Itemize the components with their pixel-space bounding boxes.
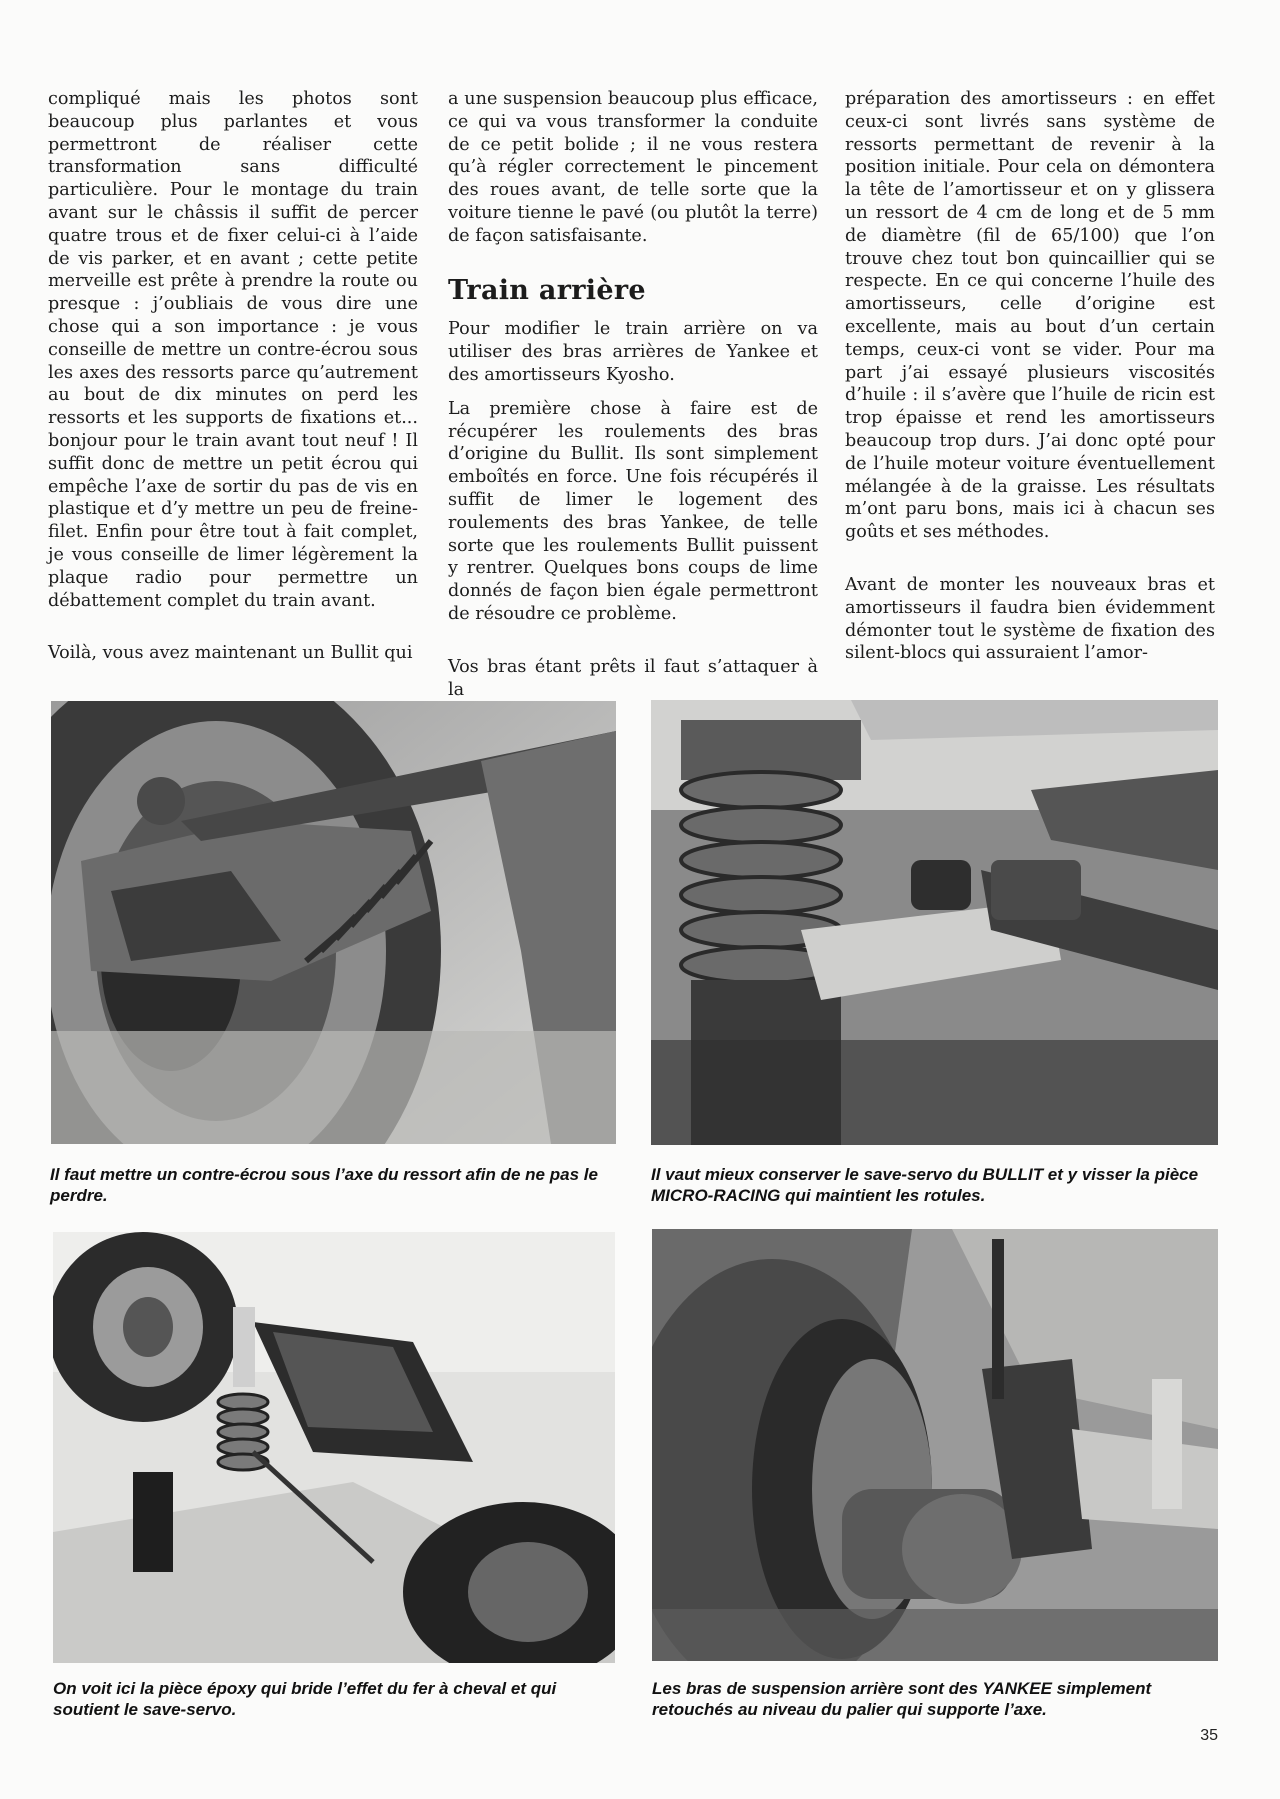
photo-save-servo: [651, 700, 1218, 1145]
paragraph: préparation des amortisseurs : en effet ceux-ci sont livrés sans système de ressorts permettant de revenir à la position initiale. Pour cela on démontera la tête de l’amortisseur et on y glissera un ressort de 4 cm de long et de 5 mm de diamètre (fil de 65/100) que l’on trouve chez tout bon quincaillier qui se respecte. En ce qui concerne l’huile des amortisseurs, celle d’origine est excellente, mais au bout d’un certain temps, ceux-ci vont se vider. Pour ma part j’ai essayé plusieurs viscosités d’huile : il s’avère que l’huile de ricin est trop épaisse et rend les amortisseurs beaucoup trop durs. J’ai donc opté pour de l’huile moteur voiture éventuellement mélangée à de la graisse. Les résultats m’ont paru bons, mais ici à chacun ses goûts et ses méthodes.: [845, 89, 1215, 543]
text-column-3: [845, 88, 1215, 676]
photo-front-hub-spring: [51, 701, 616, 1144]
paragraph: compliqué mais les photos sont beaucoup plus parlantes et vous permettront de réaliser cette transformation sans difficulté particulière. Pour le montage du train avant sur le châssis il suffit de percer quatre trous et de fixer celui-ci à l’aide de vis parker, et en avant ; cette petite merveille est prête à prendre la route ou presque : j’oubliais de vous dire une chose qui a son importance : je vous conseille de mettre un contre-écrou sous les axes des ressorts parce qu’autrement au bout de dix minutes on perd les ressorts et les supports de fixations et... bonjour pour le train avant tout neuf ! Il suffit donc de mettre un petit écrou qui empêche l’axe de sortir du pas de vis en plastique et d’y mettre un peu de freine-filet. Enfin pour être tout à fait complet, je vous conseille de limer légèrement la plaque radio pour permettre un débattement complet du train avant.: [48, 89, 418, 611]
paragraph: La première chose à faire est de récupérer les roulements des bras d’origine du Bullit. Ils sont simplement emboîtés en force. Une fois récupérés il suffit de limer le logement des roulements des bras Yankee, de telle sorte que les roulements Bullit puissent y rentrer. Quelques bons coups de lime donnés de façon bien égale permettront de résoudre ce problème.: [448, 398, 818, 624]
text-column-1: [48, 88, 418, 676]
section-heading: Train arrière: [448, 274, 646, 306]
paragraph: Avant de monter les nouveaux bras et amortisseurs il faudra bien évidemment démonter tout le système de fixation des silent-blocs qui assuraient l’amor-: [845, 574, 1215, 664]
page-number: 35: [1200, 1727, 1218, 1744]
paragraph: Vos bras étant prêts il faut s’attaquer à la: [448, 656, 818, 700]
paragraph: a une suspension beaucoup plus efficace, ce qui va vous transformer la conduite de ce petit bolide ; il ne vous restera qu’à régler correctement le pincement des roues avant, de telle sorte que la voiture tienne le pavé (ou plutôt la terre) de façon satisfaisante.: [448, 89, 818, 246]
photo-caption: Les bras de suspension arrière sont des YANKEE simplement retouchés au niveau du palier qui supporte l’axe.: [652, 1679, 1152, 1719]
photo-caption: Il vaut mieux conserver le save-servo du BULLIT et y visser la pièce MICRO-RACING qui maintient les rotules.: [651, 1165, 1199, 1205]
text-column-2: [448, 88, 818, 712]
photo-epoxy-part: [53, 1232, 615, 1663]
photo-caption: Il faut mettre un contre-écrou sous l’axe du ressort afin de ne pas le perdre.: [50, 1165, 598, 1205]
paragraph: Voilà, vous avez maintenant un Bullit qui: [48, 643, 413, 664]
photo-caption: On voit ici la pièce époxy qui bride l’effet du fer à cheval et qui soutient le save-servo.: [53, 1679, 557, 1719]
photo-rear-suspension-arm: [652, 1229, 1218, 1661]
paragraph: Pour modifier le train arrière on va utiliser des bras arrières de Yankee et des amortisseurs Kyosho.: [448, 319, 818, 385]
